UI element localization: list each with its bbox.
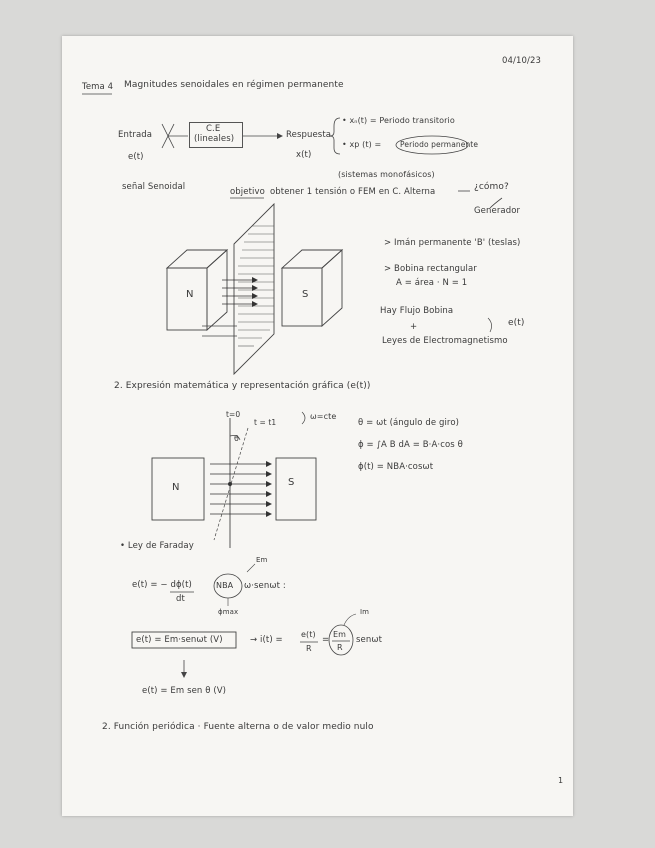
steady-state-period: Periodo permanente <box>400 140 479 149</box>
objective-question: ¿cómo? <box>474 182 509 192</box>
steady-state-prefix: • xp (t) = <box>342 140 382 149</box>
page-number: 1 <box>558 776 564 785</box>
system-note: (sistemas monofásicos) <box>338 170 435 179</box>
south-pole-label: S <box>302 289 309 300</box>
final-emf-equation: e(t) = Em sen θ (V) <box>142 686 227 696</box>
generator-note-3: A = área · N = 1 <box>396 278 468 288</box>
notebook-page <box>62 36 573 816</box>
south-pole-label-2: S <box>288 477 295 488</box>
faraday-lhs: e(t) = − dϕ(t) <box>132 580 192 590</box>
equals-sign: = <box>322 635 330 645</box>
objective-label: objetivo <box>230 187 265 197</box>
output-label: Respuesta <box>286 130 332 140</box>
section-2-title: 2. Expresión matemática y representación gráfica (e(t)) <box>114 381 371 391</box>
omega-label: ω=cte <box>310 412 337 421</box>
theta-label: θ <box>234 434 239 443</box>
generator-note-2: > Bobina rectangular <box>384 264 477 274</box>
generator-note-1: > Imán permanente 'B' (teslas) <box>384 238 521 248</box>
t0-label: t=0 <box>226 410 241 419</box>
objective-answer: Generador <box>474 206 521 216</box>
current-equation-lhs: → i(t) = <box>250 635 283 645</box>
sine-term: senωt <box>356 635 382 645</box>
equation-flux: ϕ = ∫A B dA = B·A·cos θ <box>358 440 463 450</box>
north-pole-label: N <box>186 289 194 300</box>
em-annotation: Em <box>256 556 268 564</box>
circuit-block <box>189 122 243 148</box>
section-3-title: 2. Función periódica · Fuente alterna o de valor medio nulo <box>102 722 374 732</box>
generator-result: e(t) <box>508 318 525 328</box>
transient-period: • xₙ(t) = Periodo transitorio <box>342 116 455 125</box>
generator-note-5: + <box>410 322 418 332</box>
circuit-block-title: C.E <box>206 124 221 134</box>
circled-numerator: Em <box>333 630 347 639</box>
faraday-title: • Ley de Faraday <box>120 541 194 551</box>
boxed-emf-equation: e(t) = Em·senωt (V) <box>136 635 223 645</box>
generator-note-6: Leyes de Electromagnetismo <box>382 336 508 346</box>
equation-flux-time: ϕ(t) = NBA·cosωt <box>358 462 434 472</box>
faraday-rhs: ω·senωt : <box>244 581 286 591</box>
signal-type: señal Senoidal <box>122 182 186 192</box>
input-label: Entrada <box>118 130 153 140</box>
topic-number: Tema 4 <box>82 82 114 92</box>
im-annotation: Im <box>360 608 370 616</box>
objective-text: obtener 1 tensión o FEM en C. Alterna <box>270 187 436 197</box>
circled-denominator: R <box>337 643 343 652</box>
phimax-annotation: ϕmax <box>218 608 239 616</box>
input-signal: e(t) <box>128 152 144 162</box>
north-pole-label-2: N <box>172 482 180 493</box>
faraday-nba: NBA <box>216 581 234 590</box>
fraction-numerator: e(t) <box>301 630 316 639</box>
generator-note-4: Hay Flujo Bobina <box>380 306 454 316</box>
date: 04/10/23 <box>502 56 541 66</box>
output-signal: x(t) <box>296 150 312 160</box>
equation-angle: θ = ωt (ángulo de giro) <box>358 418 460 428</box>
page-title: Magnitudes senoidales en régimen permanente <box>124 80 344 90</box>
circuit-block-subtitle: (lineales) <box>194 134 235 144</box>
fraction-denominator: R <box>306 644 312 653</box>
t1-label: t = t1 <box>254 418 277 427</box>
faraday-dt: dt <box>176 594 185 604</box>
